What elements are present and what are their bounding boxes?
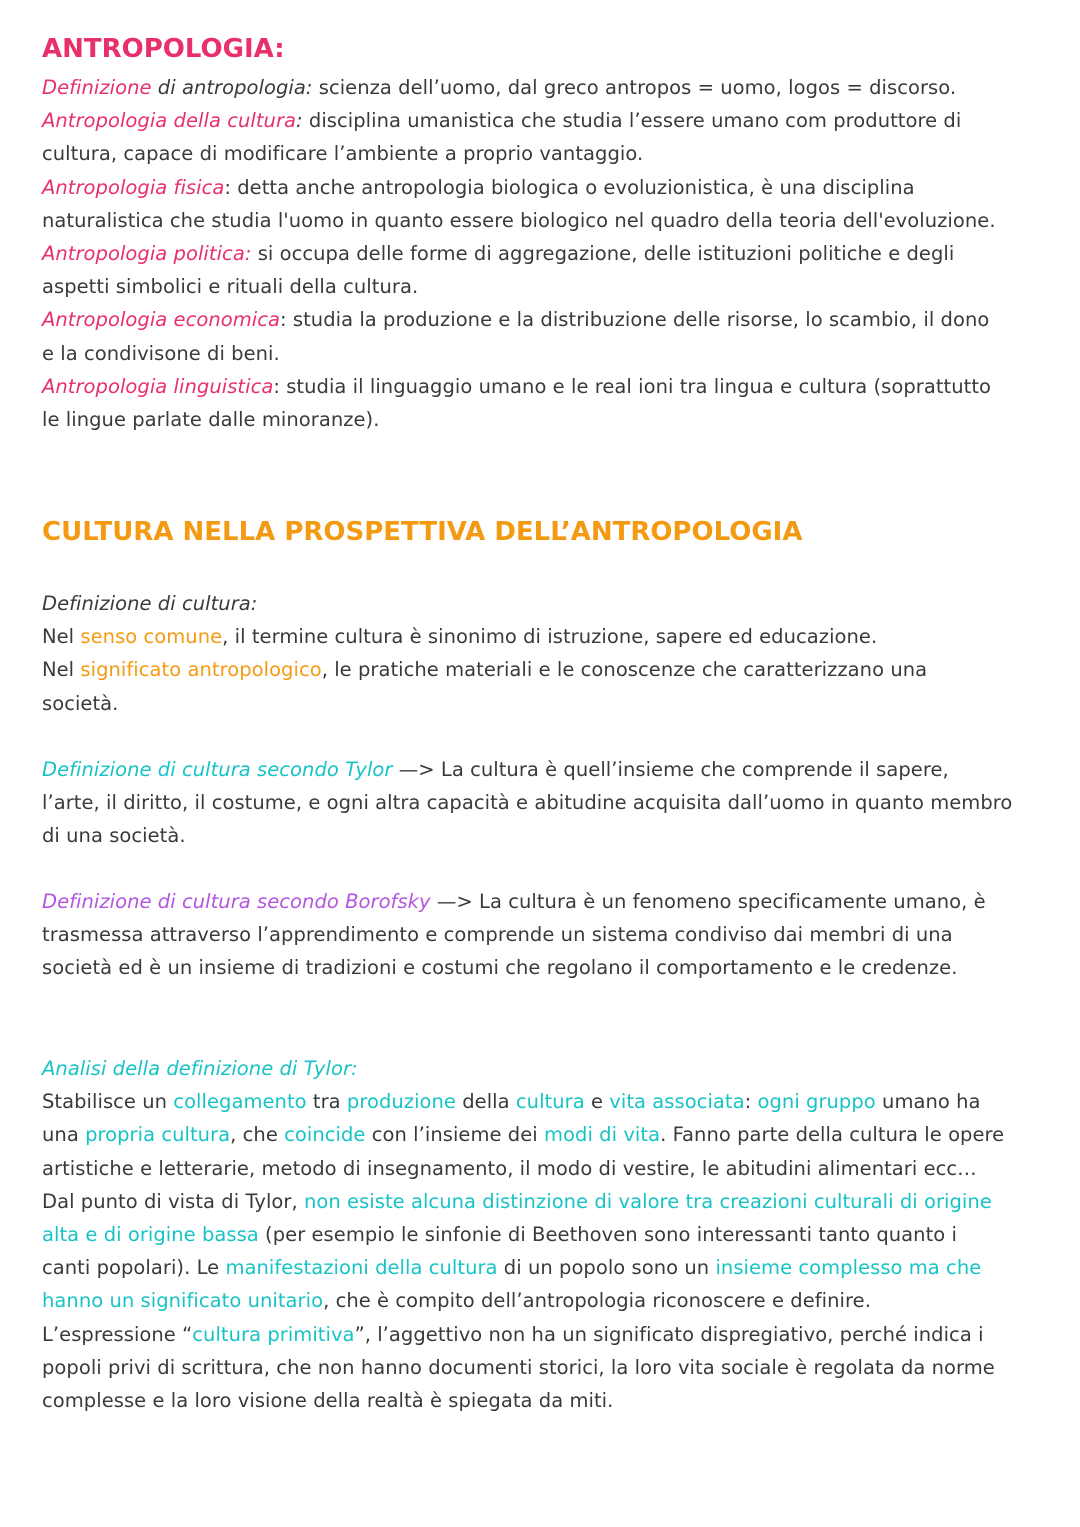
text: tra: [306, 1090, 347, 1114]
highlight: manifestazioni della cultura: [225, 1256, 498, 1280]
definition-text: cultura, capace di modificare l’ambiente a proprio vantaggio.: [42, 142, 644, 166]
term-significato-antropologico: significato antropologico: [80, 658, 322, 682]
text: Dal punto di vista di Tylor,: [42, 1189, 304, 1213]
tylor-line: [42, 753, 1052, 786]
tylor-definition: [42, 753, 1052, 853]
term-antropologia-economica: Antropologia economica: [42, 308, 281, 332]
definition-text: disciplina umanistica che studia l’essere umano com produttore di: [302, 109, 962, 133]
text: (per esempio le sinfonie di Beethoven sono interessanti tanto quanto i: [258, 1223, 957, 1247]
term-di-antropologia: di antropologia:: [151, 76, 313, 99]
highlight: cultura: [515, 1090, 585, 1114]
senso-comune-line: [42, 620, 1052, 653]
analisi-line-2: [42, 1118, 1052, 1151]
highlight: hanno un significato unitario: [42, 1289, 324, 1313]
definition-linguistica: [42, 370, 1052, 403]
analisi-line-3: artistiche e letterarie, metodo di insegnamento, il modo di vestire, le abitudini alimentari ecc…: [42, 1156, 977, 1180]
definition-text: le lingue parlate dalle minoranze).: [42, 408, 380, 432]
text: l’arte, il diritto, il costume, e ogni altra capacità e abitudine acquisita dall’uomo in quanto membro: [42, 791, 1013, 815]
text: —> La cultura è un fenomeno specificamente umano, è: [430, 890, 986, 913]
definition-text: scienza dell’uomo, dal greco antropos = uomo, logos = discorso.: [312, 76, 957, 99]
definition-fisica: [42, 171, 1052, 204]
analisi-line-6: [42, 1251, 1052, 1284]
term-senso-comune: senso comune: [80, 625, 223, 649]
highlight: vita associata: [609, 1090, 745, 1114]
term-antropologia-linguistica: Antropologia linguistica: [42, 374, 274, 398]
highlight: produzione: [346, 1090, 456, 1114]
text: , il termine cultura è sinonimo di istruzione, sapere ed educazione.: [222, 625, 878, 649]
text: di una società.: [42, 824, 186, 848]
term-definizione: Definizione: [42, 76, 152, 99]
highlight: collegamento: [173, 1090, 307, 1114]
text: società.: [42, 691, 119, 715]
text: una: [42, 1123, 86, 1147]
section-title-antropologia: ANTROPOLOGIA:: [42, 34, 285, 64]
antropologia-definitions: [42, 71, 1052, 436]
text: :: [744, 1090, 758, 1114]
analisi-tylor: [42, 1052, 1052, 1417]
borofsky-definition: [42, 885, 1052, 985]
term-antropologia-cultura: Antropologia della cultura: [42, 109, 297, 133]
text: società ed è un insieme di tradizioni e costumi che regolano il comportamento e le credenze.: [42, 956, 958, 980]
analisi-line-5: [42, 1218, 1052, 1251]
definition-economica: [42, 303, 1052, 336]
text: . Fanno parte della cultura le opere: [660, 1123, 1005, 1147]
text: canti popolari). Le: [42, 1256, 226, 1280]
analisi-label: Analisi della definizione di Tylor:: [42, 1057, 358, 1080]
text: di un popolo sono un: [497, 1256, 716, 1280]
definition-politica: [42, 237, 1052, 270]
highlight: cultura primitiva: [192, 1322, 355, 1346]
highlight: insieme complesso ma che: [715, 1256, 982, 1280]
text: Nel: [42, 658, 81, 682]
analisi-line-9: popoli privi di scrittura, che non hanno documenti storici, la loro vita sociale è regolata da norme: [42, 1355, 995, 1379]
definition-antropologia: [42, 71, 1052, 104]
text: della: [455, 1090, 516, 1114]
text: , che è compito dell’antropologia riconoscere e definire.: [323, 1289, 871, 1313]
text: , che: [230, 1123, 285, 1147]
text: Nel: [42, 625, 81, 649]
text: Stabilisce un: [42, 1090, 174, 1114]
definition-text: : studia la produzione e la distribuzione delle risorse, lo scambio, il dono: [280, 308, 990, 332]
term-antropologia-fisica: Antropologia fisica: [42, 175, 225, 199]
highlight: alta e di origine bassa: [42, 1223, 259, 1247]
term-borofsky: Definizione di cultura secondo Borofsky: [42, 890, 431, 913]
text: e: [584, 1090, 610, 1114]
analisi-line-7: [42, 1284, 1052, 1317]
definition-text: si occupa delle forme di aggregazione, delle istituzioni politiche e degli: [251, 242, 955, 266]
text: ”, l’aggettivo non ha un significato dispregiativo, perché indica i: [354, 1322, 984, 1346]
highlight: coincide: [284, 1123, 366, 1147]
text: trasmessa attraverso l’apprendimento e comprende un sistema condiviso dai membri di una: [42, 923, 953, 947]
definition-text: : studia il linguaggio umano e le real ioni tra lingua e cultura (soprattutto: [273, 374, 992, 398]
text: umano ha: [875, 1090, 981, 1114]
term-tylor: Definizione di cultura secondo Tylor: [42, 758, 393, 781]
highlight: non esiste alcuna distinzione di valore tra creazioni culturali di origine: [303, 1189, 992, 1213]
definition-cultura: [42, 104, 1052, 137]
term-antropologia-politica: Antropologia politica:: [42, 242, 252, 266]
definition-text: e la condivisone di beni.: [42, 341, 280, 365]
definizione-cultura-label: Definizione di cultura:: [42, 592, 258, 615]
definition-text: aspetti simbolici e rituali della cultura.: [42, 275, 419, 299]
analisi-line-4: [42, 1185, 1052, 1218]
text: —> La cultura è quell’insieme che comprende il sapere,: [392, 758, 949, 781]
significato-line: [42, 653, 1052, 686]
analisi-line-10: complesse e la loro visione della realtà è spiegata da miti.: [42, 1389, 614, 1413]
definition-text: : detta anche antropologia biologica o evoluzionistica, è una disciplina: [224, 175, 915, 199]
analisi-line-8: [42, 1318, 1052, 1351]
analisi-line-1: [42, 1085, 1052, 1118]
definition-text: naturalistica che studia l'uomo in quanto essere biologico nel quadro della teoria dell'evoluzione.: [42, 208, 996, 232]
text: L’espressione “: [42, 1322, 193, 1346]
highlight: modi di vita: [544, 1123, 661, 1147]
text: , le pratiche materiali e le conoscenze che caratterizzano una: [321, 658, 928, 682]
borofsky-line: [42, 885, 1052, 918]
cultura-definitions: [42, 587, 1052, 720]
section-title-cultura: CULTURA NELLA PROSPETTIVA DELL’ANTROPOLOGIA: [42, 517, 803, 547]
highlight: propria cultura: [85, 1123, 231, 1147]
text: con l’insieme dei: [365, 1123, 544, 1147]
highlight: ogni gruppo: [757, 1090, 876, 1114]
term-colon: :: [296, 109, 303, 133]
